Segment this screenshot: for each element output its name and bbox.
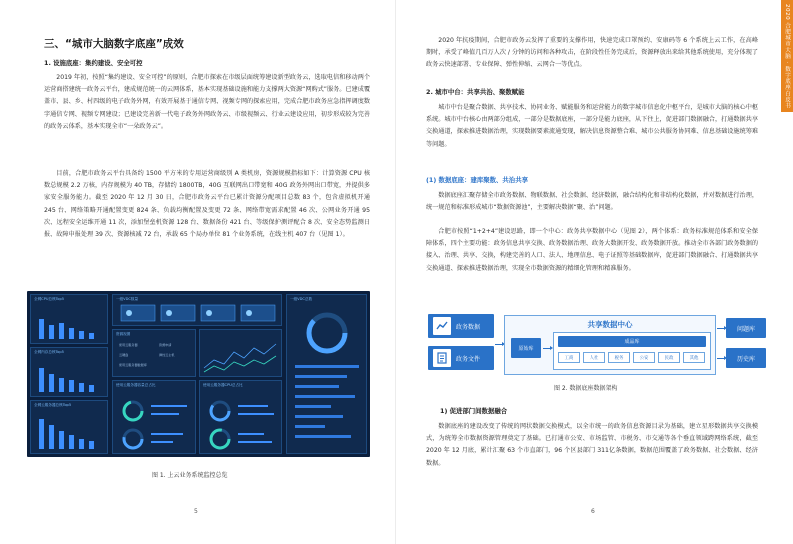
figure1-caption: 图 1. 上云业务系统监控总览 (152, 472, 228, 479)
sub2-1-title: (1) 数据底座：建库聚数、共治共享 (426, 176, 528, 184)
raw-db: 原始库 (511, 338, 541, 358)
panel-title: 资源视图 (116, 332, 131, 336)
shared-data-center (504, 315, 716, 375)
vdc-icons (113, 295, 283, 327)
metric-label: 使用云服务器数据库 (119, 363, 147, 367)
section-title: 三、“城市大脑数字底座”成效 (44, 38, 184, 50)
page-number-right: 6 (591, 508, 595, 515)
panel-title: 一级VDC总数 (290, 297, 313, 301)
arrow-into-hub (495, 344, 503, 345)
panel-title: 全网内存总核Top5 (34, 350, 64, 354)
sub2-1-paragraph-1: 数据底座汇聚存储全市政务数据、物联数据、社会数据、经济数据，融合结构化和非结构化数据，并对数据进行治理，统一规范和标准形成城市“数据资源池”，主要解决数据“聚、治”问题。 (426, 192, 758, 212)
sub2-title: 2. 城市中台：共享共治、聚数赋能 (426, 88, 525, 96)
chart-icon (433, 317, 451, 335)
figure2-caption: 图 2. 数据底座数据架构 (554, 385, 618, 392)
server-top5-panel (30, 400, 108, 454)
arrow-raw-to-result (543, 348, 551, 349)
panel-title: 一级VDC数量 (116, 297, 139, 301)
cpu-bar-chart (31, 295, 109, 345)
category-box: 民政 (658, 352, 680, 363)
hub-title: 共享数据中心 (587, 320, 633, 329)
sub-point-paragraph: 数据底座的建设改变了传统的网状数据交换模式，以全市统一的政务信息资源目录为基础，建立星形数据共享交换模式，为统筹全市数据资源管理奠定了基础。已打通市公安、市场监管、市税务、市交通等各个垂直领域跨网络系统，截至 2020 年 12 月底，累计汇聚 63 个市直部门，96 个区县部门 311亿条数据，数据范围覆盖了政务数据、社会数据、经济数据。 (426, 423, 758, 467)
panel-title: 全网CPU总核Top5 (34, 297, 65, 301)
arrow-to-problem-db (717, 328, 725, 329)
metric-label: 云硬盘 (119, 353, 129, 357)
memory-bar-chart (31, 348, 109, 398)
data-architecture-diagram (428, 310, 766, 378)
arrow-to-history-db (717, 358, 725, 359)
left-paragraph-1: 2019 年初，按照“集约建设、安全可控”的原则，合肥市探索在市级层面统筹建设新型政务云，选取电信和移动两个运营商搭建统一政务云平台，建成规范统一的云网体系，基本实现基础设施和能力支撑两大资源“网购式”服务。已建成覆盖市、县、乡、村四级的电子政务外网，有效开展基于通信专网、视频专网的探索应用，完成合肥市政务应急指挥调度数字通信专网、视频专网建设；已建设完善新一代电子政务外网政务云、市级视频云、行业云建设应用，初步形成较为完善的政务云体系，基本实现全市“一朵政务云”。 (44, 74, 370, 130)
category-box: 公安 (633, 352, 655, 363)
side-tab: 2020 合肥城市大脑 · 数字底座白皮书 (781, 0, 793, 112)
source-label: 政务数据 (456, 323, 481, 331)
document-icon (433, 349, 451, 367)
history-db: 历史库 (726, 348, 766, 368)
trend-panel (199, 329, 282, 377)
problem-db: 问题库 (726, 318, 766, 338)
sub1-title: 1. 设施底座：集约建设、安全可控 (44, 59, 143, 67)
trend-line-chart (200, 330, 283, 378)
panel-title: 使用云服务器CPU总占比 (203, 383, 243, 387)
resource-view-panel (112, 329, 196, 377)
sub2-paragraph: 城市中台是聚合数据、共享技术、协同业务、赋能服务和运营能力的数字城市信息化中枢平台，是城市大脑的核心中枢系统。城市中台核心由两部分组成，一部分是数据底座，一部分是能力底座，从下往上，促进部门数据融合，打通数据共享交换通道，探索推进数据治理，实现数据要素流通变现，解决信息资源整合难、城市公共服务协同难、信息基础设施统筹难等问题。 (426, 104, 758, 148)
cloud-monitor-dashboard (27, 291, 370, 457)
capacity-panel (112, 380, 196, 454)
panel-title: 全网云服务器总核Top5 (34, 403, 72, 407)
capacity-gauges (113, 381, 197, 455)
source-gov-data (428, 314, 494, 338)
left-paragraph-2: 目前，合肥市政务云平台具备约 1500 平方米的专用运营商级别 A 类机房，资源规模指标如下：计算资源 CPU 核数总规模 2.2 万核，内存规模为 40 TB，存储约 1800TB，40G 互联网出口带宽和 40G 政务外网出口带宽，并提供多家安全服务能力。截至 2020 年 12 月 30 日，合肥市政务云平台已累计资源分配项目总数 83 个，包含虚拟机开通 245 台、网络策略开通配置变更 824 条、负载均衡配置及变更 72 条、网络带宽需求配置 46 次、公网业务开通 95 次、远程安全运维开通 11 次，添加堡垒机资源 128 台、数据备份 421 台、等级保护测评配合 8 次、安全态势监测日报、故障申报处理 39 次、资源核减 72 台，承载 65 个局办单位 81 个业务系统，在线主机 407 台（见图 1）。 (44, 170, 370, 239)
source-gov-files (428, 346, 494, 370)
source-label: 政务文件 (456, 355, 481, 363)
vdc-summary-panel (286, 294, 367, 454)
server-bar-chart (31, 401, 109, 455)
cpu-share-gauges (200, 381, 283, 455)
right-intro-paragraph: 2020 年抗疫期间，合肥市政务云发挥了重要的支撑作用，快速完成口罩预约、安康码等 6 个系统上云工作，在高峰期时，承受了峰值几百万人次 / 分钟的访问和各种攻击，在阶段性任务完成后，资源释放出来给其他系统使用，充分体现了政务云快速部署、专业保障、弹性伸缩、云网合一等优点。 (426, 37, 758, 69)
panel-title: 使用云服务器容量总占比 (116, 383, 156, 387)
metric-label: 使用云服务器 (119, 343, 138, 347)
metric-label: 弹性云主机 (159, 353, 175, 357)
left-page (0, 0, 396, 544)
vdc-panel (112, 294, 282, 326)
page-number-left: 5 (194, 508, 198, 515)
result-db: 成品库 (558, 336, 706, 347)
result-db-group (553, 332, 711, 370)
sub-point-title: 1) 促进部门间数据融合 (440, 407, 508, 415)
category-box: 工商 (558, 352, 580, 363)
category-box: 其他 (683, 352, 705, 363)
right-page (396, 0, 793, 544)
cpu-top5-panel (30, 294, 108, 344)
sub2-1-paragraph-2: 合肥市按照“1+2+4”建设思路，即一个中心：政务共享数据中心（见图 2），两个体系：政务标准规范体系和安全保障体系，四个主要功能：政务信息共享交换、政务数据治理、政务大数据开发、政务数据开放。推动全市各部门政务数据的接入、治理、共享、交换，构建完善的人口、法人、地理信息、电子证照等基础数据库，促进部门数据融合、打通数据共享交换通道、探索推进数据治理，实现全市数据资源的精细化管理和精准服务。 (426, 228, 758, 272)
cpu-share-panel (199, 380, 282, 454)
category-box: 人社 (583, 352, 605, 363)
metric-label: 资源申请 (159, 343, 172, 347)
memory-top5-panel (30, 347, 108, 397)
category-box: 税务 (608, 352, 630, 363)
vdc-summary-chart (287, 295, 368, 455)
